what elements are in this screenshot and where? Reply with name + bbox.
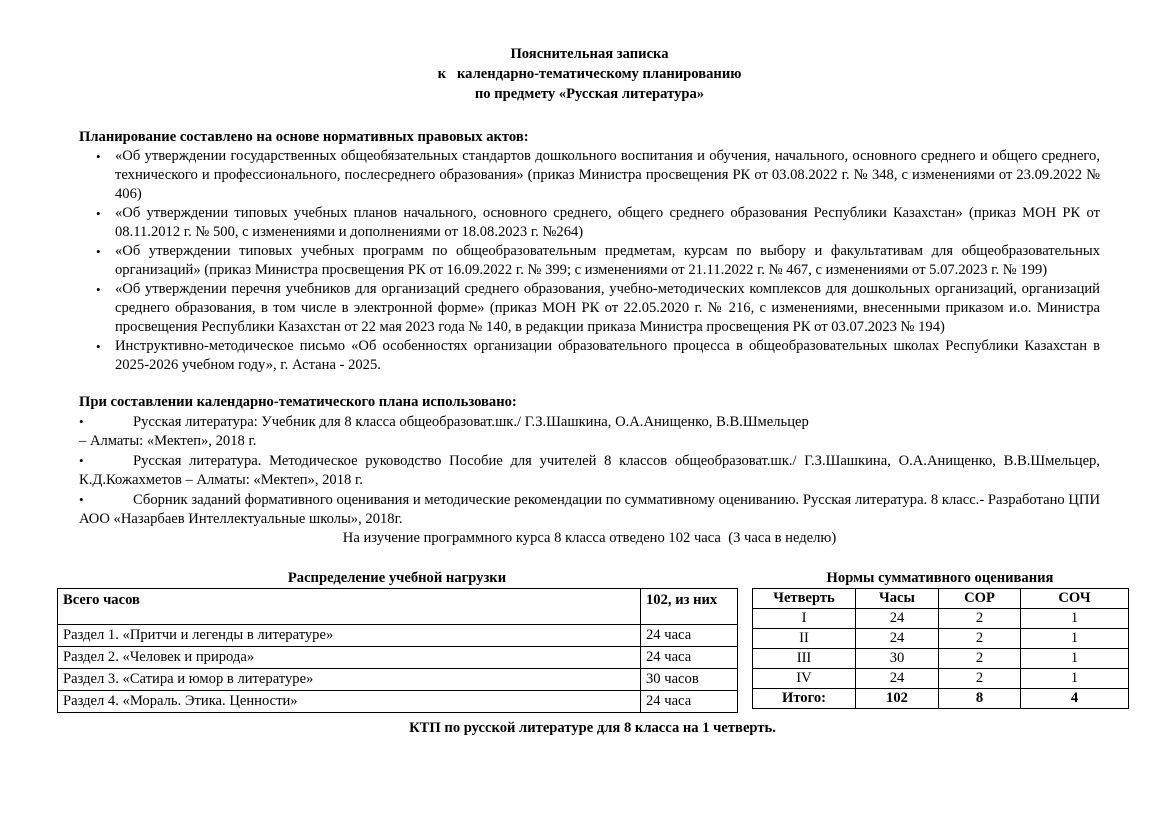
table-cell: 1 <box>1021 649 1129 669</box>
table-cell: Раздел 4. «Мораль. Этика. Ценности» <box>58 691 641 713</box>
act-item-text: «Об утверждении типовых учебных программ по общеобразовательным предметам, курсам по выбору и факультативам для общеобразовательных организаций» (приказ Министра просвещения РК от 16.09.2022 г. № 399; с изменениями от 21.11.2022 г. № 467, с изменениями от 5.07.2023 г. № 199) <box>115 243 1100 278</box>
norms-table-block <box>752 568 1128 709</box>
source-item-text: Русская литература. Методическое руководство Пособие для учителей 8 классов общеобразоват.шк./ Г.З.Шашкина, О.А.Анищенко, В.В.Шмельцер, К.Д.Кожахметов – Алматы: «Мектеп», 2018 г. <box>79 453 1100 488</box>
source-item-text: Русская литература: Учебник для 8 класса общеобразоват.шк./ Г.З.Шашкина, О.А.Анищенко, В.В.Шмельцер <box>133 414 809 430</box>
bullet-icon: • <box>79 492 84 507</box>
table-header-row <box>58 589 738 625</box>
act-item-text: «Об утверждении перечня учебников для организаций среднего образования, учебно-методических комплексов для дошкольных организаций, организаций среднего образования, в том числе в электронной форме» (приказ МОН РК от 22.05.2020 г. № 216, с изменениями, внесенными приказом и.о. Министра просвещения Республики Казахстан от 22 мая 2023 года № 140, в редакции приказа Министра просвещения РК от 03.07.2023 № 194) <box>115 281 1100 335</box>
norms-table <box>752 588 1129 709</box>
table-cell: Раздел 2. «Человек и природа» <box>58 647 641 669</box>
bullet-icon: • <box>96 339 101 354</box>
header-cell: 102, из них <box>641 589 738 625</box>
table-row <box>58 669 738 691</box>
list-item <box>79 412 1100 451</box>
table-cell: 30 часов <box>641 669 738 691</box>
acts-list <box>79 147 1100 375</box>
bullet-icon: • <box>79 414 84 429</box>
table-cell: 2 <box>939 649 1021 669</box>
header-cell: Часы <box>856 589 939 609</box>
act-item-text: Инструктивно-методическое письмо «Об особенностях организации образовательного процесса в общеобразовательных школах Республики Казахстан в 2025-2026 учебном году», г. Астана - 2025. <box>115 338 1100 373</box>
table-cell: 4 <box>1021 689 1129 709</box>
list-item <box>96 147 1100 204</box>
table-header-row <box>753 589 1129 609</box>
table-cell: 24 <box>856 669 939 689</box>
list-item <box>96 242 1100 280</box>
table-row <box>58 625 738 647</box>
acts-section-heading: Планирование составлено на основе нормативных правовых актов: <box>79 129 529 145</box>
tables-section <box>57 568 1128 713</box>
load-table-block <box>57 568 737 713</box>
table-cell: Раздел 3. «Сатира и юмор в литературе» <box>58 669 641 691</box>
norms-table-caption: Нормы суммативного оценивания <box>826 570 1054 586</box>
table-cell: IV <box>753 669 856 689</box>
bullet-icon: • <box>96 149 101 164</box>
load-table-caption: Распределение учебной нагрузки <box>287 570 507 586</box>
table-row <box>753 629 1129 649</box>
table-row <box>753 669 1129 689</box>
bullet-icon: • <box>79 453 84 468</box>
table-cell: 24 часа <box>641 625 738 647</box>
table-row <box>753 609 1129 629</box>
document-title <box>79 44 1100 104</box>
table-cell: 1 <box>1021 669 1129 689</box>
header-cell: Четверть <box>753 589 856 609</box>
table-cell: 24 часа <box>641 647 738 669</box>
load-table <box>57 588 738 713</box>
ktp-footer-title: КТП по русской литературе для 8 класса на 1 четверть. <box>409 720 776 736</box>
list-item <box>96 280 1100 337</box>
table-cell: Раздел 1. «Притчи и легенды в литературе» <box>58 625 641 647</box>
header-cell: СОР <box>939 589 1021 609</box>
table-row <box>58 691 738 713</box>
table-row <box>58 647 738 669</box>
table-cell: 2 <box>939 669 1021 689</box>
bullet-icon: • <box>96 244 101 259</box>
act-item-text: «Об утверждении государственных общеобязательных стандартов дошкольного воспитания и обучения, начального, основного среднего и общего среднего, технического и профессионального, послесреднего образования» (приказ Министра просвещения РК от 03.08.2022 г. № 348, с изменениями от 23.09.2022 № 406) <box>115 148 1100 202</box>
title-line-1: Пояснительная записка <box>510 46 669 62</box>
table-row <box>753 649 1129 669</box>
table-cell: 1 <box>1021 629 1129 649</box>
list-item <box>79 451 1100 490</box>
table-cell: 30 <box>856 649 939 669</box>
list-item <box>96 204 1100 242</box>
table-cell: 1 <box>1021 609 1129 629</box>
table-cell: III <box>753 649 856 669</box>
source-item-text: Сборник заданий формативного оценивания и методические рекомендации по суммативному оцениванию. Русская литература. 8 класс.- Разработано ЦПИ АОО «Назарбаев Интеллектуальные школы», 2018г. <box>79 492 1100 527</box>
table-cell: II <box>753 629 856 649</box>
sources-section-heading: При составлении календарно-тематического плана использовано: <box>79 394 517 410</box>
table-cell: 2 <box>939 629 1021 649</box>
title-line-2: к календарно-тематическому планированию <box>437 66 742 82</box>
table-cell: 8 <box>939 689 1021 709</box>
header-cell: СОЧ <box>1021 589 1129 609</box>
list-item <box>79 490 1100 529</box>
act-item-text: «Об утверждении типовых учебных планов начального, основного среднего, общего среднего образования Республики Казахстан» (приказ МОН РК от 08.11.2012 г. № 500, с изменениями и дополнениями от 18.08.2023 г. №264) <box>115 205 1100 240</box>
header-cell: Всего часов <box>58 589 641 625</box>
table-cell: 102 <box>856 689 939 709</box>
list-item <box>96 337 1100 375</box>
title-line-3: по предмету «Русская литература» <box>474 86 705 102</box>
table-total-row <box>753 689 1129 709</box>
table-cell: I <box>753 609 856 629</box>
table-cell: 24 <box>856 629 939 649</box>
bullet-icon: • <box>96 206 101 221</box>
table-cell: 24 <box>856 609 939 629</box>
table-cell: Итого: <box>753 689 856 709</box>
table-cell: 2 <box>939 609 1021 629</box>
table-cell: 24 часа <box>641 691 738 713</box>
bullet-icon: • <box>96 282 101 297</box>
source-item-text: – Алматы: «Мектеп», 2018 г. <box>79 433 257 449</box>
course-hours-note: На изучение программного курса 8 класса отведено 102 часа (3 часа в неделю) <box>342 530 837 546</box>
